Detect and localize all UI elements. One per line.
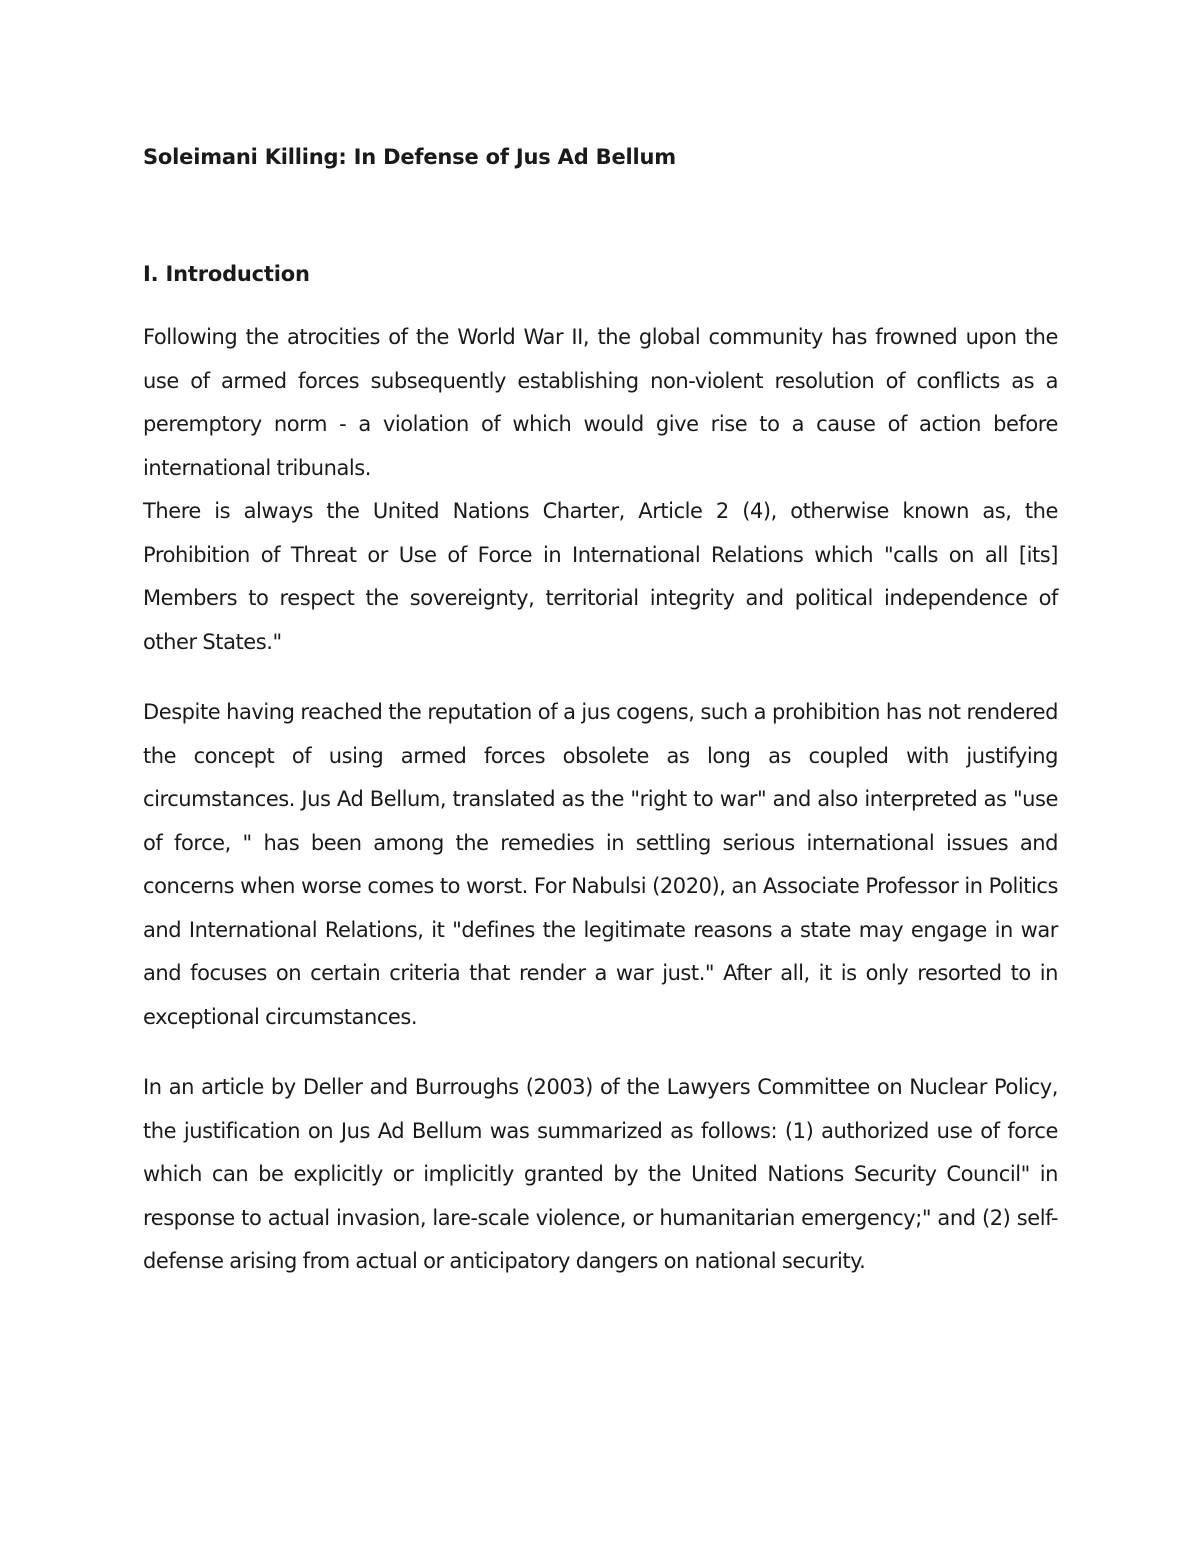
paragraph-4: In an article by Deller and Burroughs (2003) of the Lawyers Committee on Nuclear Policy, the justification on Jus Ad Bellum was summarized as follows: (1) authorized use of force which can be explicitly or implicitly granted by the United Nations Security Council" in response to actual invasion, lare-scale violence, or humanitarian emergency;" and (2) self-defense arising from actual or anticipatory dangers on national security. [143,1075,1058,1273]
paragraph-3: Despite having reached the reputation of a jus cogens, such a prohibition has not rendered the concept of using armed forces obsolete as long as coupled with justifying circumstances. Jus Ad Bellum, translated as the "right to war" and also interpreted as "use of force, " has been among the remedies in settling serious international issues and concerns when worse comes to worst. For Nabulsi (2020), an Associate Professor in Politics and International Relations, it "defines the legitimate reasons a state may engage in war and focuses on certain criteria that render a war just." After all, it is only resorted to in exceptional circumstances. [143,700,1058,1029]
paragraph-2: There is always the United Nations Charter, Article 2 (4), otherwise known as, the Prohibition of Threat or Use of Force in International Relations which "calls on all [its] Members to respect the sovereignty, territorial integrity and political independence of other States." [143,499,1058,654]
section-heading-introduction: I. Introduction [143,262,310,286]
paragraph-1: Following the atrocities of the World War II, the global community has frowned upon the use of armed forces subsequently establishing non-violent resolution of conflicts as a peremptory norm - a violation of which would give rise to a cause of action before international tribunals. [143,325,1058,480]
document-body [143,141,1058,1284]
document-title: Soleimani Killing: In Defense of Jus Ad Bellum [143,145,676,169]
